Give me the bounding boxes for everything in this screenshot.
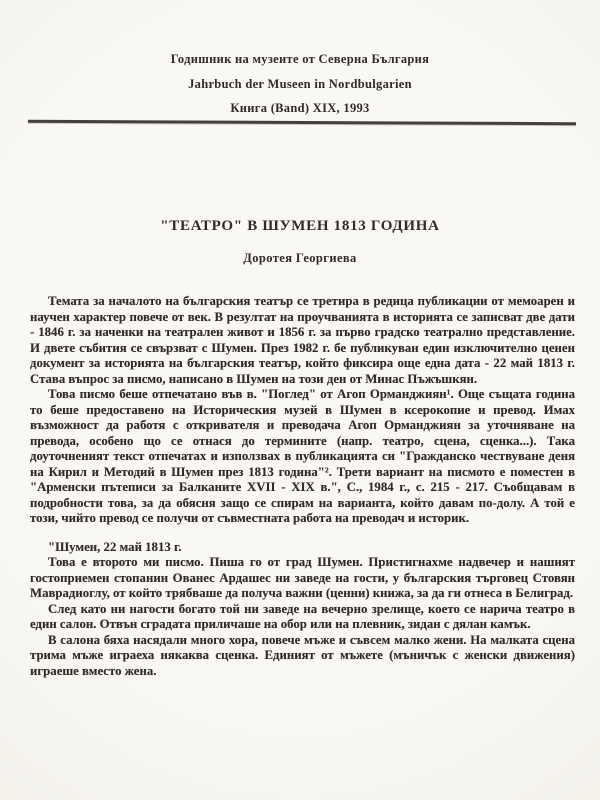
letter-paragraph-arrival: Това е второто ми писмо. Пиша го от град Шумен. Пристигнахме надвечер и нашият гостоприемен стопанин Ованес Ардашес ни заведе на гости, у българския търговец Стовян Маврадиоглу, от който трябваше да получа важни (ценни) книжа, за да ги отнеса в Белиград. [30, 555, 575, 600]
journal-volume: Книга (Band) XIX, 1993 [230, 101, 370, 115]
journal-title-bulgarian: Годишник на музеите от Северна България [170, 52, 430, 66]
letter-paragraph-audience: В салона бяха насядали много хора, повече мъже и съвсем малко жени. На малката сцена трима мъже играеха някаква сценка. Единият от мъжете (мъничък с женски движения) играеше вместо жена. [30, 632, 575, 678]
article-body [30, 294, 575, 679]
provenance-paragraph: Това писмо беше отпечатано във в. "Поглед" от Агоп Орманджиян¹. Още същата година то беше предоставено на Историческия музей в Шумен в ксерокопие и превод. Имах възможност да работя с откривателя и преводача Агоп Орманджиян за уточняване на превода, особено що се отнася до термините (напр. театро, сцена, сценка...). Така доуточненият текст отпечатах и използвах в публикацията си "Гражданско чествуване деня на Кирил и Методий в Шумен през 1813 година"². Трети вариант на писмото е поместен в "Арменски пътеписи за Балканите XVII - XIX в.", С., 1984 г., с. 215 - 217. Съобщавам в подробности това, за да обясня защо се спирам на варианта, който давам по-долу. А той е този, чийто превод се получи от съвместната работа на преводач и историк. [30, 387, 575, 525]
intro-paragraph: Темата за началото на българския театър се третира в редица публикации от мемоарен и научен характер повече от век. В резултат на проучванията в историята се записват две дати - 1846 г. за наченки на театрален живот и 1856 г. за първо градско театрално представление. И двете събития се свързват с Шумен. През 1982 г. бе публикуван един изключително ценен документ за историята на българския театър, който фиксира още една дата - 22 май 1813 г. Става въпрос за писмо, написано в Шумен на този ден от Минас Пъжъшкян. [30, 294, 575, 386]
letter-dateline: "Шумен, 22 май 1813 г. [48, 539, 182, 554]
letter-paragraph-theatre: След като ни нагости богато той ни заведе на вечерно зрелище, което се нарича театро в един салон. Отвън сградата приличаше на обор или на плевник, зидан с дялан камък. [30, 601, 575, 631]
article-title: "ТЕАТРО" В ШУМЕН 1813 ГОДИНА [160, 218, 440, 234]
article-author: Доротея Георгиева [243, 251, 357, 265]
journal-header [0, 47, 600, 121]
letter-quote [30, 540, 575, 680]
journal-title-german: Jahrbuch der Museen in Nordbulgarien [188, 76, 412, 91]
separator-rule [28, 120, 576, 125]
